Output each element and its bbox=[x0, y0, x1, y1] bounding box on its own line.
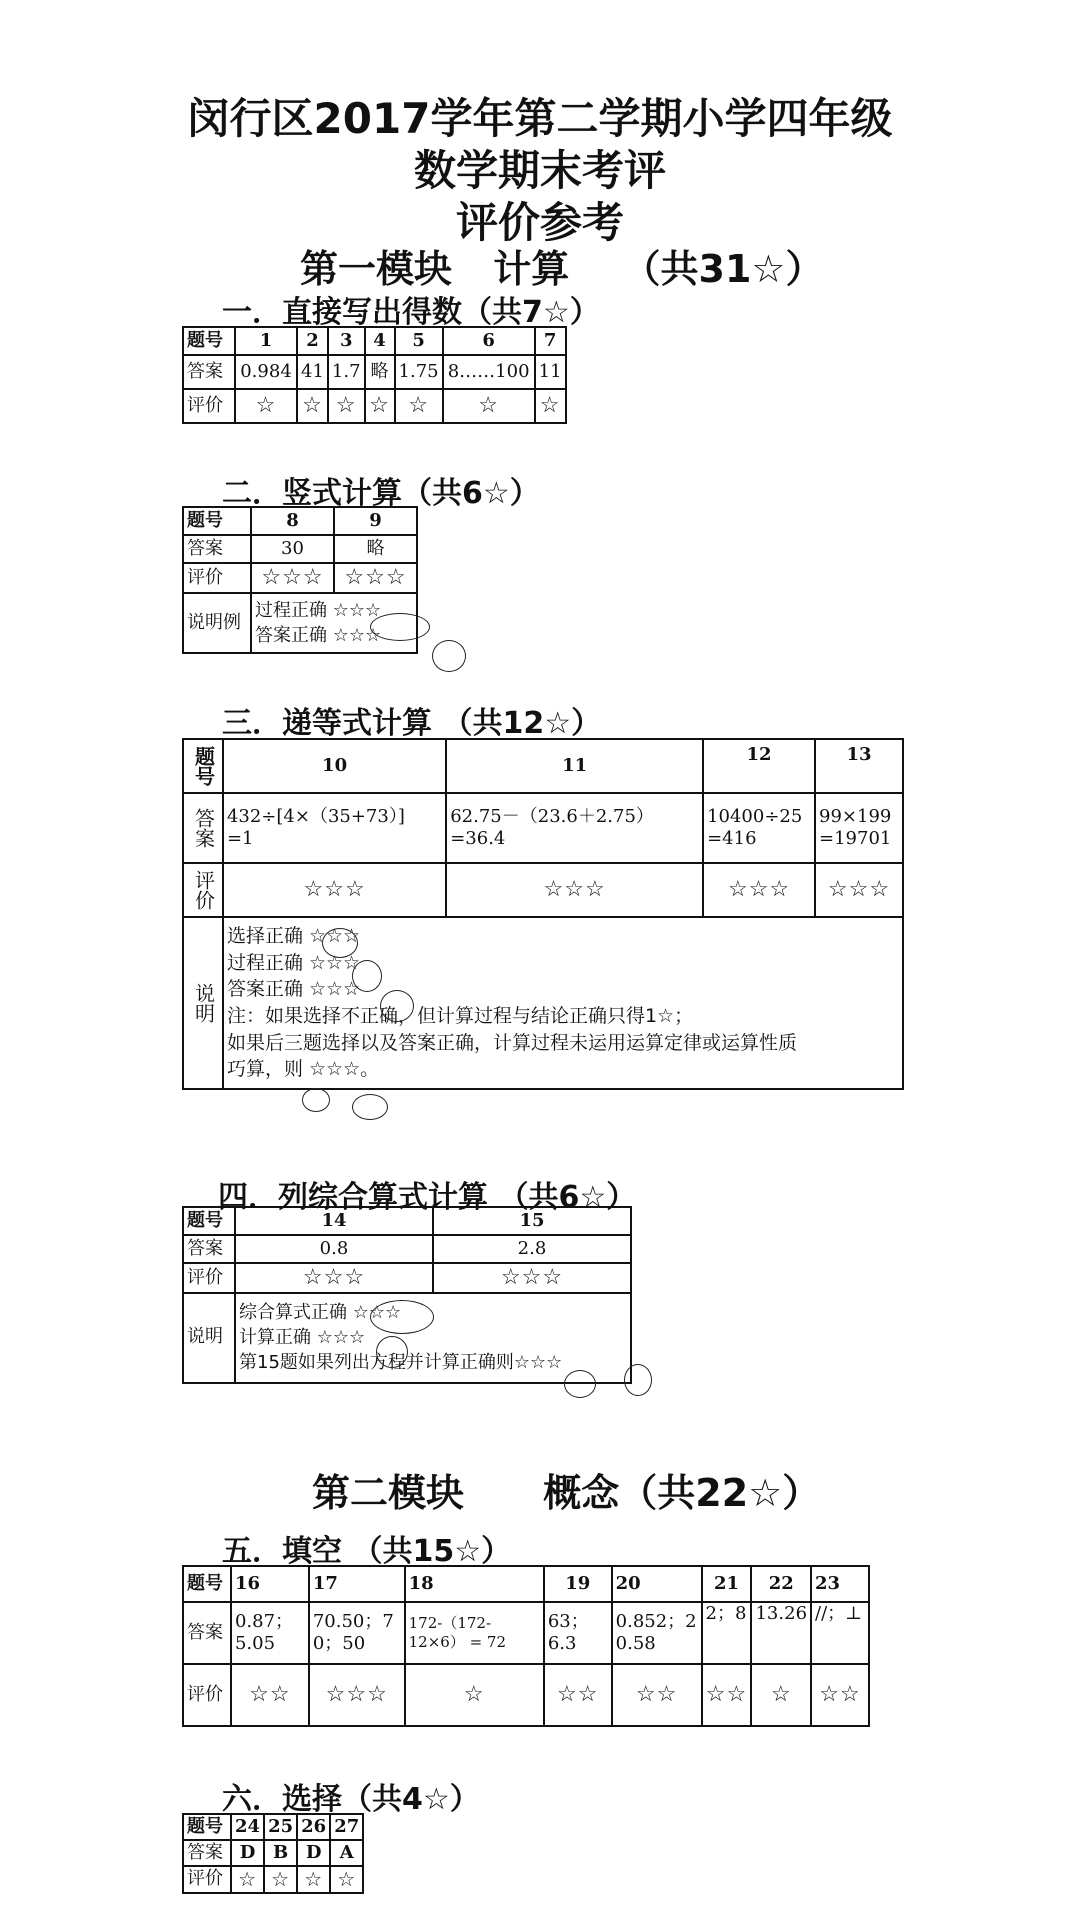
s5-answer bbox=[751, 1602, 811, 1664]
s1-num: 6 bbox=[443, 327, 535, 355]
s2-num: 8 bbox=[251, 507, 334, 535]
s5-rating: ☆☆ bbox=[702, 1664, 752, 1726]
s3-answer bbox=[815, 793, 903, 863]
s1-answer: 11 bbox=[535, 355, 566, 389]
s1-label-rating: 评价 bbox=[183, 389, 235, 423]
doc-title-line2: 数学期末考评 bbox=[413, 146, 666, 195]
s5-answer-line: 0.852；2 bbox=[615, 1610, 697, 1632]
s3-answer-line: =1 bbox=[226, 828, 254, 849]
s1-num: 1 bbox=[235, 327, 297, 355]
s4-title: 四．列综合算式计算 （共6☆） bbox=[218, 1180, 637, 1215]
s1-answer: 41 bbox=[297, 355, 328, 389]
s2-answer: 略 bbox=[334, 535, 417, 563]
module2-subtitle: 概念（共22☆） bbox=[543, 1471, 821, 1515]
s6-table bbox=[182, 1813, 364, 1894]
handwritten-circle-mark bbox=[376, 1336, 408, 1368]
s2-rating: ☆☆☆ bbox=[251, 563, 334, 593]
s6-answer: A bbox=[330, 1840, 363, 1866]
s5-answer-line: 13.26 bbox=[755, 1603, 808, 1624]
s3-answer-line: 10400÷25 bbox=[707, 805, 803, 827]
s3-label-rating: 评价 bbox=[183, 863, 223, 917]
s6-num: 24 bbox=[231, 1814, 264, 1840]
s6-rating: ☆ bbox=[297, 1866, 330, 1893]
s5-rating: ☆☆ bbox=[811, 1664, 869, 1726]
module2-title bbox=[312, 1462, 820, 1517]
s1-num: 4 bbox=[365, 327, 395, 355]
s4-answer: 0.8 bbox=[235, 1235, 433, 1263]
s3-answer bbox=[223, 793, 446, 863]
s5-answer bbox=[405, 1602, 544, 1664]
s5-answer-line: 5.05 bbox=[234, 1633, 276, 1654]
module2-name: 第二模块 bbox=[312, 1471, 465, 1515]
s4-answer: 2.8 bbox=[433, 1235, 631, 1263]
s5-answer-line: 0.87； bbox=[234, 1610, 294, 1632]
s3-table bbox=[182, 738, 904, 1090]
s1-num: 7 bbox=[535, 327, 566, 355]
s5-answer bbox=[612, 1602, 702, 1664]
s3-label-num: 题号 bbox=[183, 739, 223, 793]
s5-label-answer: 答案 bbox=[183, 1602, 231, 1664]
s4-num: 14 bbox=[235, 1207, 433, 1235]
module1-title bbox=[300, 238, 823, 293]
s4-num: 15 bbox=[433, 1207, 631, 1235]
s1-label-answer: 答案 bbox=[183, 355, 235, 389]
s5-label-rating: 评价 bbox=[183, 1664, 231, 1726]
handwritten-circle-mark bbox=[352, 1094, 388, 1120]
s5-answer-line: 63； bbox=[547, 1610, 589, 1632]
s2-note-line: 过程正确 ☆☆☆ bbox=[255, 599, 382, 621]
s1-rating: ☆ bbox=[328, 389, 365, 423]
s5-num: 23 bbox=[811, 1566, 869, 1602]
s5-num: 17 bbox=[309, 1566, 405, 1602]
s1-answer: 1.75 bbox=[395, 355, 443, 389]
s5-num: 16 bbox=[231, 1566, 309, 1602]
s1-answer: 1.7 bbox=[328, 355, 365, 389]
s3-answer-line: 62.75－（23.6＋2.75） bbox=[450, 805, 654, 827]
s3-answer bbox=[703, 793, 815, 863]
module1-name: 第一模块 bbox=[300, 247, 453, 291]
s6-num: 26 bbox=[297, 1814, 330, 1840]
s4-note-line: 综合算式正确 ☆☆☆ bbox=[239, 1301, 402, 1323]
s3-num: 12 bbox=[703, 739, 815, 793]
s5-num: 21 bbox=[702, 1566, 752, 1602]
s3-answer-line: =36.4 bbox=[450, 828, 506, 849]
s5-rating: ☆ bbox=[751, 1664, 811, 1726]
s6-rating: ☆ bbox=[264, 1866, 297, 1893]
s5-label-num: 题号 bbox=[183, 1566, 231, 1602]
s5-num: 22 bbox=[751, 1566, 811, 1602]
s3-note-line: 答案正确 ☆☆☆ bbox=[226, 978, 361, 1001]
s4-rating: ☆☆☆ bbox=[235, 1263, 433, 1293]
s5-answer bbox=[309, 1602, 405, 1664]
s4-label-rating: 评价 bbox=[183, 1263, 235, 1293]
s5-answer bbox=[231, 1602, 309, 1664]
s3-title: 三．递等式计算 （共12☆） bbox=[222, 706, 602, 741]
s5-num: 20 bbox=[612, 1566, 702, 1602]
s5-answer-line: //；⊥ bbox=[815, 1603, 863, 1624]
handwritten-circle-mark bbox=[322, 928, 358, 958]
s4-note-line: 第15题如果列出方程并计算正确则☆☆☆ bbox=[239, 1352, 563, 1374]
doc-title-line1: 闵行区2017学年第二学期小学四年级 bbox=[187, 94, 893, 143]
s3-note-line: 过程正确 ☆☆☆ bbox=[226, 951, 361, 974]
s3-rating: ☆☆☆ bbox=[815, 863, 903, 917]
s5-answer-line: 6.3 bbox=[547, 1633, 577, 1654]
handwritten-circle-mark bbox=[564, 1370, 596, 1398]
s6-rating: ☆ bbox=[330, 1866, 363, 1893]
s5-rating: ☆☆☆ bbox=[309, 1664, 405, 1726]
s5-title: 五．填空 （共15☆） bbox=[222, 1534, 512, 1569]
s3-note-line: 巧算，则 ☆☆☆。 bbox=[226, 1058, 380, 1081]
s1-rating: ☆ bbox=[297, 389, 328, 423]
s5-num: 19 bbox=[544, 1566, 612, 1602]
s5-answer-line: 70.50；7 bbox=[312, 1610, 394, 1632]
s4-rating: ☆☆☆ bbox=[433, 1263, 631, 1293]
s3-label-answer: 答案 bbox=[183, 793, 223, 863]
s6-answer: B bbox=[264, 1840, 297, 1866]
s1-num: 5 bbox=[395, 327, 443, 355]
s5-answer-line: 172-（172- bbox=[408, 1614, 492, 1633]
s2-note-line: 答案正确 ☆☆☆ bbox=[255, 625, 382, 646]
s2-num: 9 bbox=[334, 507, 417, 535]
s6-rating: ☆ bbox=[231, 1866, 264, 1893]
handwritten-circle-mark bbox=[432, 640, 466, 672]
s2-title: 二．竖式计算（共6☆） bbox=[222, 476, 540, 511]
s3-rating: ☆☆☆ bbox=[703, 863, 815, 917]
s2-rating: ☆☆☆ bbox=[334, 563, 417, 593]
s6-num: 27 bbox=[330, 1814, 363, 1840]
module1-subtitle: 计算 bbox=[493, 247, 570, 291]
handwritten-circle-mark bbox=[370, 613, 430, 641]
s3-answer-line: =19701 bbox=[819, 828, 892, 849]
s5-answer bbox=[702, 1602, 752, 1664]
s3-num: 10 bbox=[223, 739, 446, 793]
s1-answer: 8……100 bbox=[443, 355, 535, 389]
s1-table bbox=[182, 326, 567, 424]
s2-answer: 30 bbox=[251, 535, 334, 563]
doc-title-line3: 评价参考 bbox=[455, 198, 624, 247]
s4-label-num: 题号 bbox=[183, 1207, 235, 1235]
s3-answer-line: =416 bbox=[707, 828, 757, 849]
s6-label-rating: 评价 bbox=[183, 1866, 231, 1893]
s2-label-answer: 答案 bbox=[183, 535, 251, 563]
s3-answer-line: 99×199 bbox=[819, 805, 892, 827]
s1-num: 2 bbox=[297, 327, 328, 355]
s1-rating: ☆ bbox=[395, 389, 443, 423]
s3-note-line: 选择正确 ☆☆☆ bbox=[226, 925, 361, 948]
s1-rating: ☆ bbox=[235, 389, 297, 423]
module1-total: （共31☆） bbox=[622, 247, 824, 291]
s3-answer-line: 432÷[4×（35+73）] bbox=[226, 805, 405, 827]
s1-num: 3 bbox=[328, 327, 365, 355]
s6-answer: D bbox=[231, 1840, 264, 1866]
s5-rating: ☆☆ bbox=[544, 1664, 612, 1726]
s5-answer bbox=[811, 1602, 869, 1664]
handwritten-circle-mark bbox=[352, 960, 382, 992]
s6-num: 25 bbox=[264, 1814, 297, 1840]
handwritten-circle-mark bbox=[370, 1300, 434, 1334]
s4-note-line: 计算正确 ☆☆☆ bbox=[239, 1326, 366, 1348]
s3-label-note: 说明 bbox=[183, 917, 223, 1089]
s1-title: 一．直接写出得数（共7☆） bbox=[222, 295, 600, 330]
s1-answer: 0.984 bbox=[235, 355, 297, 389]
s1-rating: ☆ bbox=[365, 389, 395, 423]
s5-rating: ☆ bbox=[405, 1664, 544, 1726]
s1-rating: ☆ bbox=[535, 389, 566, 423]
handwritten-circle-mark bbox=[302, 1088, 330, 1112]
s1-rating: ☆ bbox=[443, 389, 535, 423]
s6-title: 六．选择（共4☆） bbox=[222, 1782, 480, 1817]
s6-label-answer: 答案 bbox=[183, 1840, 231, 1866]
s4-notes bbox=[235, 1293, 631, 1383]
s3-note-line: 如果后三题选择以及答案正确，计算过程未运用运算定律或运算性质 bbox=[226, 1031, 797, 1054]
s6-answer: D bbox=[297, 1840, 330, 1866]
s5-rating: ☆☆ bbox=[231, 1664, 309, 1726]
s6-label-num: 题号 bbox=[183, 1814, 231, 1840]
s1-answer: 略 bbox=[365, 355, 395, 389]
s4-label-note: 说明 bbox=[183, 1293, 235, 1383]
s2-label-note: 说明例 bbox=[183, 593, 251, 653]
s3-num: 13 bbox=[815, 739, 903, 793]
s3-num: 11 bbox=[446, 739, 703, 793]
s5-rating: ☆☆ bbox=[612, 1664, 702, 1726]
s2-label-rating: 评价 bbox=[183, 563, 251, 593]
s3-rating: ☆☆☆ bbox=[223, 863, 446, 917]
s4-label-answer: 答案 bbox=[183, 1235, 235, 1263]
s1-label-num: 题号 bbox=[183, 327, 235, 355]
s5-answer-line: 12×6） = 72 bbox=[408, 1633, 507, 1651]
handwritten-circle-mark bbox=[624, 1364, 652, 1396]
handwritten-circle-mark bbox=[380, 990, 414, 1022]
s5-num: 18 bbox=[405, 1566, 544, 1602]
s5-answer-line: 0.58 bbox=[615, 1633, 656, 1654]
s5-answer-line: 0；50 bbox=[312, 1633, 366, 1654]
s3-rating: ☆☆☆ bbox=[446, 863, 703, 917]
s5-table bbox=[182, 1565, 870, 1727]
s5-answer bbox=[544, 1602, 612, 1664]
s3-answer bbox=[446, 793, 703, 863]
s3-note-line: 注：如果选择不正确，但计算过程与结论正确只得1☆； bbox=[226, 1005, 694, 1027]
s5-answer-line: 2；8 bbox=[705, 1603, 747, 1624]
s2-label-num: 题号 bbox=[183, 507, 251, 535]
